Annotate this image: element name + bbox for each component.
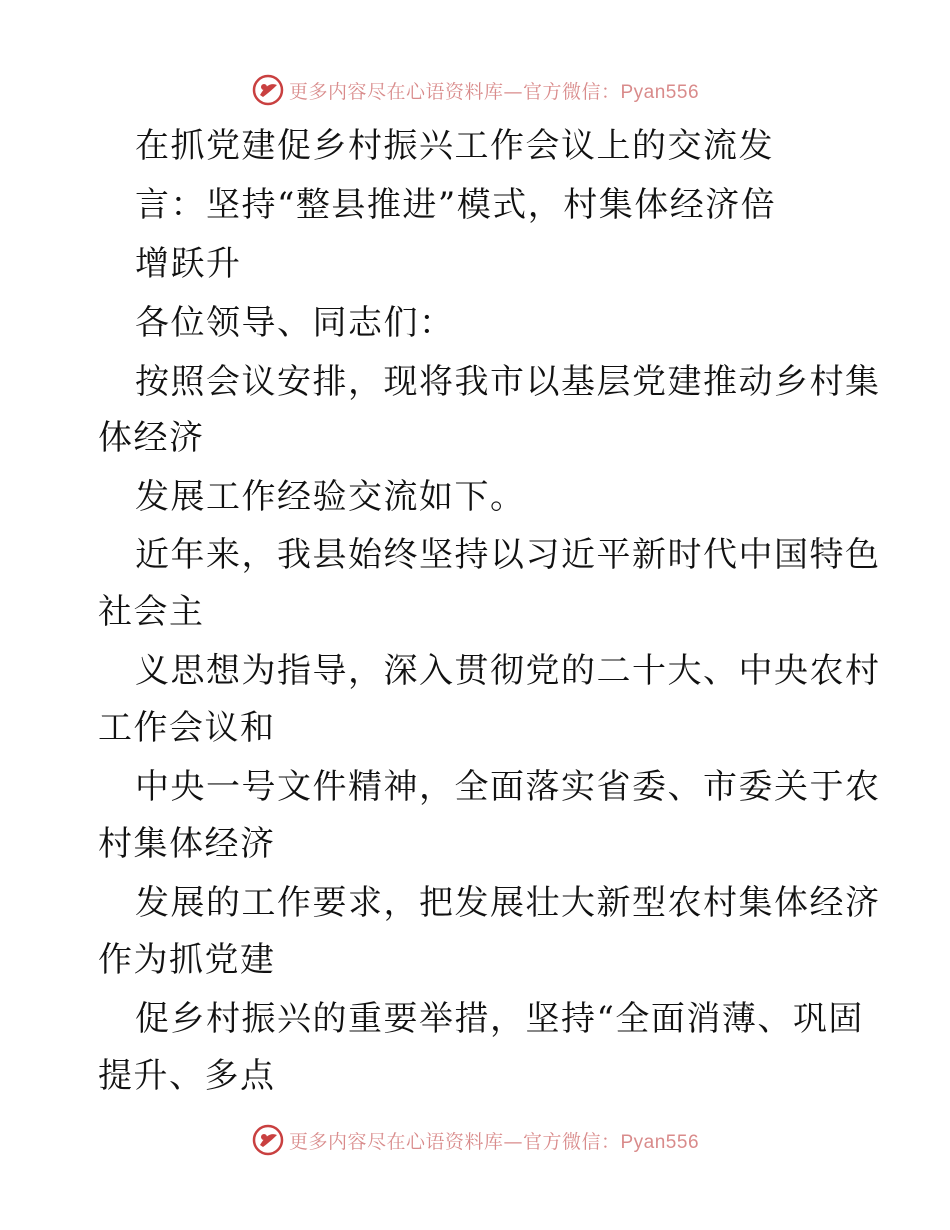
paragraph-line: 发展工作经验交流如下。 — [135, 477, 526, 517]
paragraph-line: 社会主 — [98, 592, 205, 632]
title-line-1: 在抓党建促乡村振兴工作会议上的交流发 — [135, 126, 774, 166]
paragraph-line: 作为抓党建 — [98, 940, 276, 980]
header-wechat-id: Pyan556 — [620, 81, 700, 103]
paragraph-line: 近年来，我县始终坚持以习近平新时代中国特色 — [135, 535, 881, 575]
footer-watermark — [0, 1120, 950, 1160]
title-line-2: 言：坚持“整县推进”模式，村集体经济倍 — [135, 185, 777, 225]
paragraph-line: 发展的工作要求，把发展壮大新型农村集体经济 — [135, 883, 881, 923]
paragraph-line: 义思想为指导，深入贯彻党的二十大、中央农村 — [135, 651, 881, 691]
salutation: 各位领导、同志们： — [135, 303, 455, 343]
title-line-3: 增跃升 — [135, 244, 242, 284]
footer-watermark-text — [289, 1127, 699, 1154]
paragraph-line: 村集体经济 — [98, 824, 276, 864]
paragraph-line: 体经济 — [98, 418, 205, 458]
paragraph-line: 中央一号文件精神，全面落实省委、市委关于农 — [135, 767, 881, 807]
header-banner-label: 更多内容尽在心语资料库—官方微信： — [288, 80, 621, 103]
paragraph-line: 工作会议和 — [98, 708, 276, 748]
footer-banner-label: 更多内容尽在心语资料库—官方微信： — [288, 1130, 621, 1153]
brand-logo-icon — [251, 1123, 285, 1157]
paragraph-line: 提升、多点 — [98, 1056, 276, 1096]
paragraph-line: 按照会议安排，现将我市以基层党建推动乡村集 — [135, 362, 881, 402]
footer-wechat-id: Pyan556 — [620, 1131, 700, 1153]
paragraph-line: 促乡村振兴的重要举措，坚持“全面消薄、巩固 — [135, 999, 864, 1039]
